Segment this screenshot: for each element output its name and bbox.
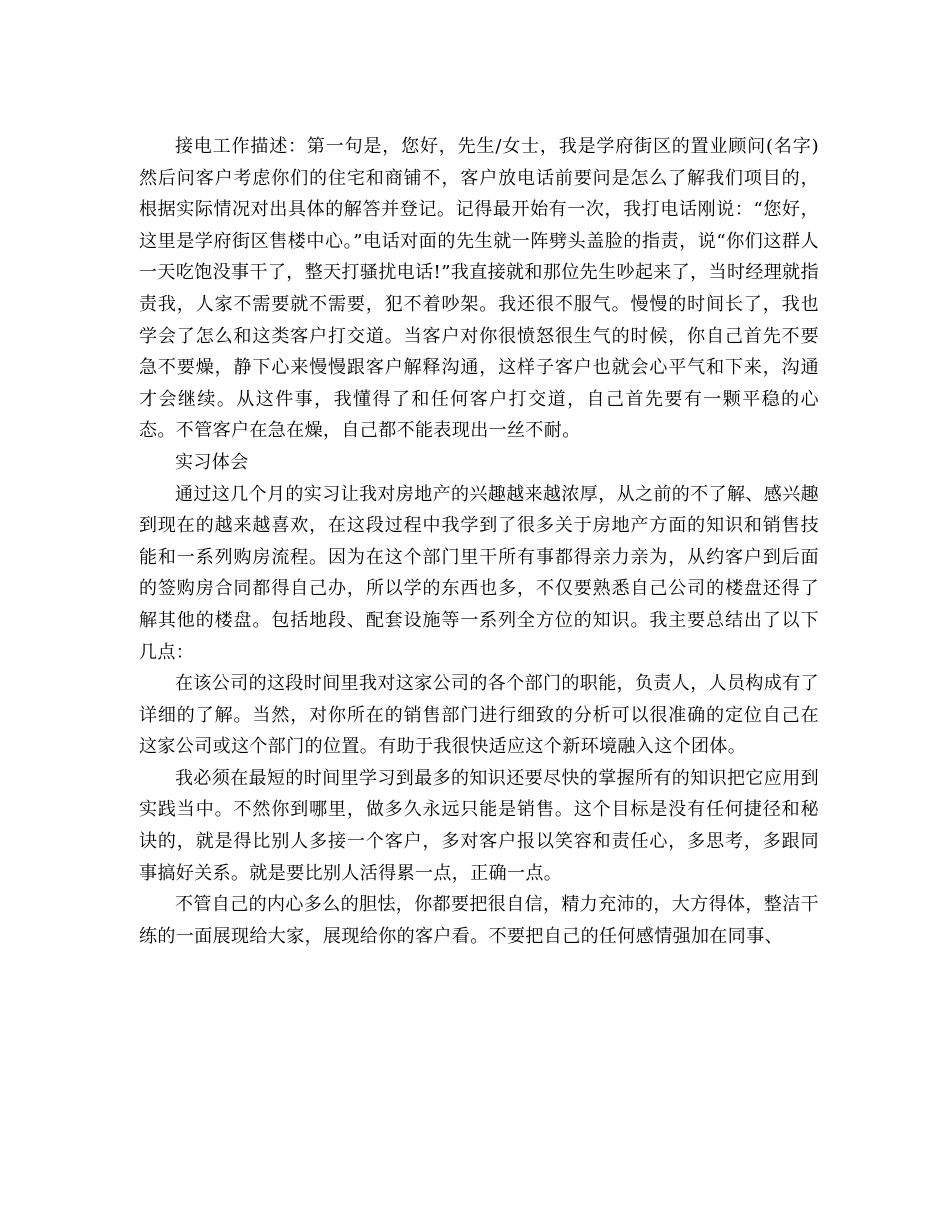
paragraph-confidence: 不管自己的内心多么的胆怯，你都要把很自信，精力充沛的，大方得体，整洁干练的一面展现给大家，展现给你的客户看。不要把自己的任何感情强加在同事、: [139, 894, 819, 947]
document-body: [139, 131, 819, 952]
paragraph-company-understanding: 在该公司的这段时间里我对这家公司的各个部门的职能，负责人，人员构成有了详细的了解。当然，对你所在的销售部门进行细致的分析可以很准确的定位自己在这家公司或这个部门的位置。有助于我很快适应这个新环境融入这个团体。: [139, 673, 819, 758]
paragraph-internship-overview: 通过这几个月的实习让我对房地产的兴趣越来越浓厚，从之前的不了解、感兴趣到现在的越来越喜欢，在这段过程中我学到了很多关于房地产方面的知识和销售技能和一系列购房流程。因为在这个部门里干所有事都得亲力亲为，从约客户到后面的签购房合同都得自己办，所以学的东西也多，不仅要熟悉自己公司的楼盘还得了解其他的楼盘。包括地段、配套设施等一系列全方位的知识。我主要总结出了以下几点：: [139, 483, 819, 663]
paragraph-learning-quickly: 我必须在最短的时间里学习到最多的知识还要尽快的掌握所有的知识把它应用到实践当中。不然你到哪里，做多久永远只能是销售。这个目标是没有任何捷径和秘诀的，就是得比别人多接一个客户，多对客户报以笑容和责任心，多思考，多跟同事搞好关系。就是要比别人活得累一点，正确一点。: [139, 767, 819, 884]
section-heading-internship-experience: 实习体会: [175, 451, 249, 473]
paragraph-job-description: 接电工作描述：第一句是，您好，先生/女士，我是学府街区的置业顾问(名字)然后问客户考虑你们的住宅和商铺不，客户放电话前要问是怎么了解我们项目的，根据实际情况对出具体的解答并登记。记得最开始有一次，我打电话刚说：“您好，这里是学府街区售楼中心。”电话对面的先生就一阵劈头盖脸的指责，说“你们这群人一天吃饱没事干了，整天打骚扰电话!”我直接就和那位先生吵起来了，当时经理就指责我，人家不需要就不需要，犯不着吵架。我还很不服气。慢慢的时间长了，我也学会了怎么和这类客户打交道。当客户对你很愤怒很生气的时候，你自己首先不要急不要燥，静下心来慢慢跟客户解释沟通，这样子客户也就会心平气和下来，沟通才会继续。从这件事，我懂得了和任何客户打交道，自己首先要有一颗平稳的心态。不管客户在急在燥，自己都不能表现出一丝不耐。: [139, 136, 819, 442]
